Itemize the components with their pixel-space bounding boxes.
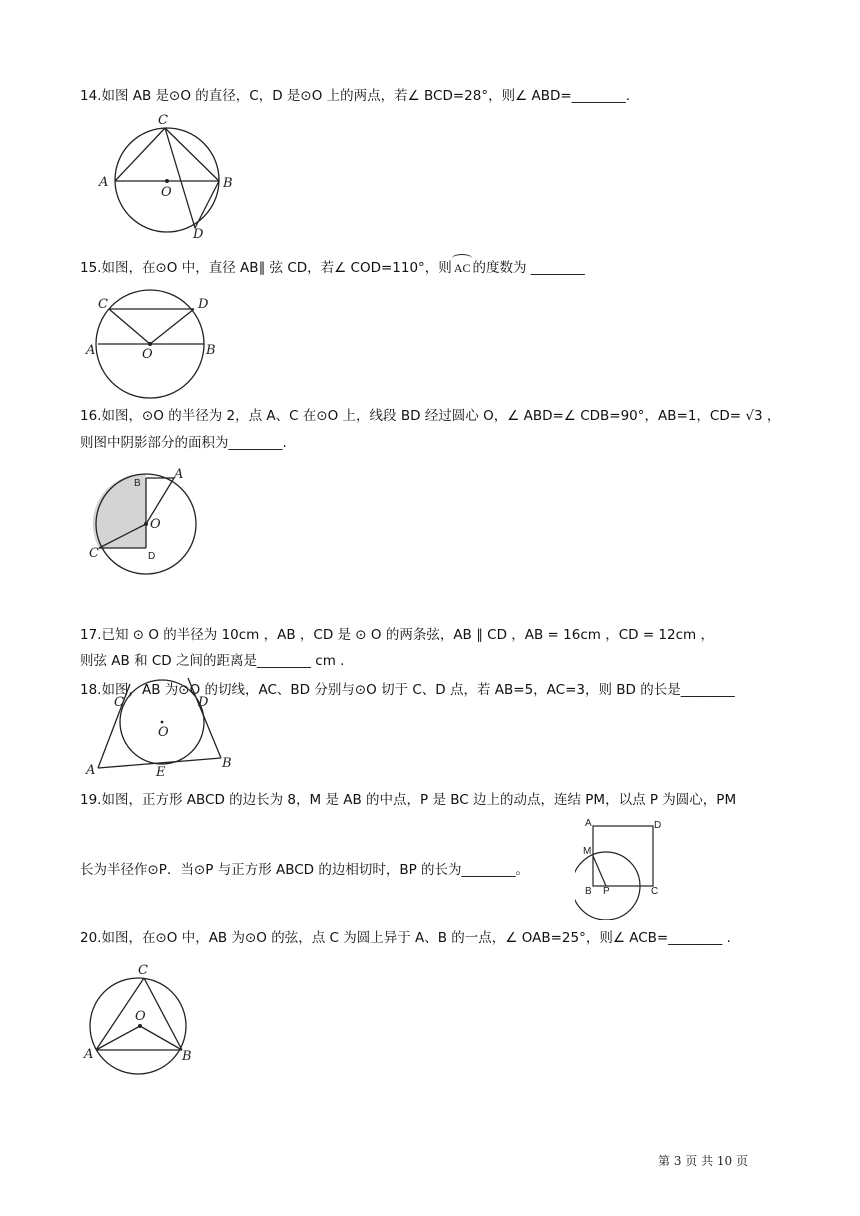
question-18: 18.如图，AB 为⊙O 的切线，AC、BD 分别与⊙O 切于 C、D 点，若 AB=5，AC=3，则 BD 的长是________ (80, 682, 735, 698)
question-19-line1: 19.如图，正方形 ABCD 的边长为 8，M 是 AB 的中点，P 是 BC 边上的动点，连结 PM，以点 P 为圆心，PM (80, 792, 737, 808)
page-footer: 第 3 页 共 10 页 (658, 1154, 748, 1168)
label-B: B (134, 478, 141, 489)
label-C: C (89, 546, 99, 561)
label-B: B (206, 343, 216, 358)
label-A: A (84, 1047, 94, 1062)
label-D: D (193, 227, 204, 240)
label-A: A (86, 343, 96, 358)
label-A: A (585, 818, 592, 829)
figure-19 (575, 816, 665, 920)
question-20: 20.如图，在⊙O 中，AB 为⊙O 的弦，点 C 为圆上异于 A、B 的一点，∠ OAB=25°，则∠ ACB=________ . (80, 930, 731, 946)
label-C: C (138, 963, 148, 978)
label-A: A (86, 763, 96, 778)
label-O: O (142, 347, 153, 362)
label-B: B (585, 886, 592, 897)
figure-14 (95, 108, 245, 240)
label-D: D (148, 551, 156, 562)
label-A: A (174, 467, 184, 482)
label-B: B (222, 756, 232, 771)
label-C: C (98, 297, 108, 312)
question-14: 14.如图 AB 是⊙O 的直径，C，D 是⊙O 上的两点，若∠ BCD=28°，则∠ ABD=________. (80, 88, 630, 104)
label-O: O (158, 725, 169, 740)
label-C: C (114, 695, 124, 710)
question-19-line2: 长为半径作⊙P．当⊙P 与正方形 ABCD 的边相切时，BP 的长为________。 (80, 862, 530, 878)
label-C: C (651, 886, 659, 897)
arc-icon (452, 254, 473, 263)
question-17-line2: 则弦 AB 和 CD 之间的距离是________ cm . (80, 653, 345, 669)
question-16-line2: 则图中阴影部分的面积为________. (80, 435, 287, 451)
figure-20 (82, 960, 212, 1082)
label-O: O (135, 1009, 146, 1024)
arc-label: AC (453, 261, 471, 275)
label-M: M (583, 846, 592, 857)
label-D: D (198, 695, 209, 710)
question-15-text: 15.如图，在⊙O 中，直径 AB∥ 弦 CD，若∠ COD=110°，则 (80, 260, 452, 276)
label-A: A (99, 175, 109, 190)
figure-15 (82, 284, 232, 404)
label-D: D (654, 820, 662, 831)
figure-18 (84, 676, 244, 780)
arc-notation (452, 258, 473, 278)
figure-16 (86, 466, 206, 580)
question-15-tail: 的度数为 ________ (472, 260, 585, 276)
label-B: B (182, 1049, 192, 1064)
question-16-line1: 16.如图，⊙O 的半径为 2，点 A、C 在⊙O 上，线段 BD 经过圆心 O，∠ ABD=∠ CDB=90°，AB=1，CD= √3 ， (80, 408, 781, 424)
label-O: O (150, 517, 161, 532)
question-17-line1: 17.已知 ⊙ O 的半径为 10cm ，AB ，CD 是 ⊙ O 的两条弦，AB ∥ CD ，AB = 16cm ，CD = 12cm ， (80, 627, 714, 643)
label-E: E (156, 765, 166, 780)
label-O: O (161, 185, 172, 200)
label-B: B (223, 176, 233, 191)
label-D: D (198, 297, 209, 312)
question-15 (80, 258, 585, 278)
label-C: C (158, 113, 168, 128)
label-P: P (603, 886, 610, 897)
